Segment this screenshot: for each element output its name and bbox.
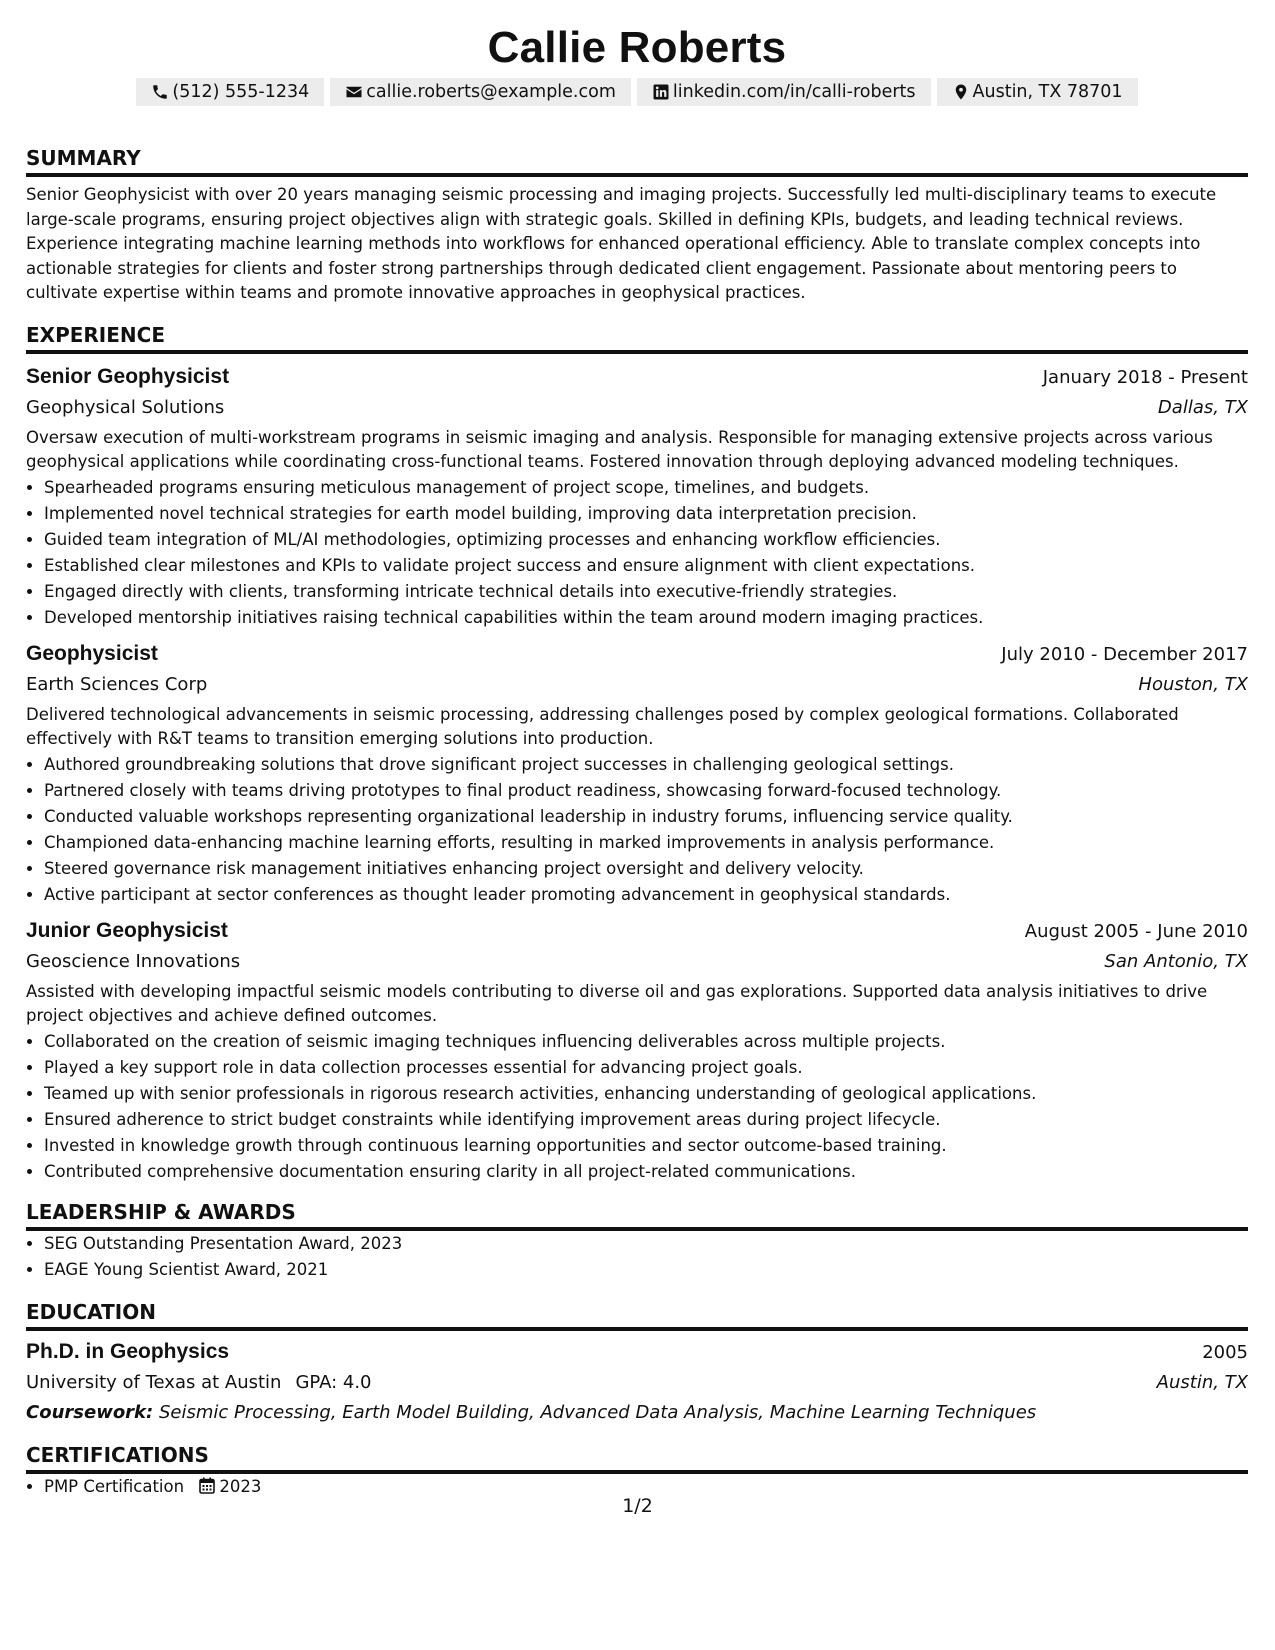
- phone-text: (512) 555-1234: [172, 82, 310, 102]
- list-item: • Spearheaded programs ensuring meticulous management of project scope, timelines, and budgets.: [44, 475, 1248, 501]
- email-chip[interactable]: [330, 78, 631, 106]
- education-heading: EDUCATION: [26, 1299, 1248, 1331]
- email-text: callie.roberts@example.com: [366, 82, 616, 102]
- coursework-list: Seismic Processing, Earth Model Building, Advanced Data Analysis, Machine Learning Techniques: [158, 1401, 1037, 1423]
- job-description: Delivered technological advancements in seismic processing, addressing challenges posed by complex geological formations. Collaborated effectively with R&T teams to transition emerging solutions into production.: [26, 704, 1179, 748]
- job-location: San Antonio, TX: [1104, 950, 1248, 972]
- summary-text: Senior Geophysicist with over 20 years managing seismic processing and imaging projects. Successfully led multi-disciplinary teams to execute large-scale programs, ensuring project objectives align with strategic goals. Skilled in defining KPIs, budgets, and leading technical reviews. Experience integrating machine learning methods into workflows for enhanced operational efficiency. Able to translate complex concepts into actionable strategies for clients and foster strong partnerships through dedicated client engagement. Passionate about mentoring peers to cultivate expertise within teams and promote innovative approaches in geophysical practices.: [26, 185, 1217, 302]
- list-item: • Played a key support role in data collection processes essential for advancing project goals.: [44, 1055, 1248, 1081]
- job-bullets: [26, 1029, 1248, 1185]
- list-item: • Teamed up with senior professionals in rigorous research activities, enhancing understanding of geological applications.: [44, 1081, 1248, 1107]
- list-item: • EAGE Young Scientist Award, 2021: [44, 1257, 1248, 1283]
- list-item: • Partnered closely with teams driving prototypes to final product readiness, showcasing forward-focused technology.: [44, 778, 1248, 804]
- job-role: Geophysicist: [26, 641, 158, 665]
- list-item: • Ensured adherence to strict budget constraints while identifying improvement areas during project lifecycle.: [44, 1107, 1248, 1133]
- job-entry: [26, 639, 1248, 908]
- school-location: Austin, TX: [1156, 1371, 1248, 1393]
- school-name: University of Texas at Austin: [26, 1371, 282, 1393]
- certification-name: PMP Certification: [44, 1476, 185, 1496]
- job-role: Senior Geophysicist: [26, 364, 230, 388]
- list-item: • Engaged directly with clients, transforming intricate technical details into executive-friendly strategies.: [44, 579, 1248, 605]
- job-company: Earth Sciences Corp: [26, 673, 208, 695]
- job-entry: [26, 362, 1248, 631]
- job-dates: August 2005 - June 2010: [1024, 920, 1248, 942]
- list-item: • Invested in knowledge growth through continuous learning opportunities and sector outcome-based training.: [44, 1133, 1248, 1159]
- list-item: • Active participant at sector conferences as thought leader promoting advancement in geophysical standards.: [44, 882, 1248, 908]
- school-line: [26, 1368, 372, 1398]
- list-item: • Conducted valuable workshops representing organizational leadership in industry forums, influencing service quality.: [44, 804, 1248, 830]
- page-number: 1/2: [622, 1495, 653, 1517]
- graduation-year: 2005: [1202, 1341, 1248, 1363]
- resume-page: [26, 0, 1248, 1500]
- list-item: • Developed mentorship initiatives raising technical capabilities within the team around modern imaging practices.: [44, 605, 1248, 631]
- phone-chip[interactable]: [136, 78, 324, 106]
- coursework: [26, 1398, 1248, 1428]
- location-text: Austin, TX 78701: [972, 82, 1123, 102]
- contact-bar: [26, 78, 1248, 106]
- job-entry: [26, 916, 1248, 1185]
- job-company: Geophysical Solutions: [26, 396, 225, 418]
- job-location: Dallas, TX: [1157, 396, 1248, 418]
- job-company: Geoscience Innovations: [26, 950, 241, 972]
- list-item: • Championed data-enhancing machine learning efforts, resulting in marked improvements in analysis performance.: [44, 830, 1248, 856]
- list-item: • Implemented novel technical strategies for earth model building, improving data interpretation precision.: [44, 501, 1248, 527]
- list-item: • Guided team integration of ML/AI methodologies, optimizing processes and enhancing workflow efficiencies.: [44, 527, 1248, 553]
- certifications-heading: CERTIFICATIONS: [26, 1442, 1248, 1474]
- awards-heading: LEADERSHIP & AWARDS: [26, 1199, 1248, 1231]
- linkedin-chip[interactable]: [637, 78, 931, 106]
- list-item: • Contributed comprehensive documentation ensuring clarity in all project-related communications.: [44, 1159, 1248, 1185]
- certification-year: 2023: [219, 1476, 262, 1496]
- job-description: Assisted with developing impactful seismic models contributing to diverse oil and gas explorations. Supported data analysis initiatives to drive project objectives and achieve defined outcomes.: [26, 981, 1208, 1025]
- email-icon: [345, 83, 363, 101]
- map-pin-icon: [952, 83, 970, 101]
- phone-icon: [151, 83, 169, 101]
- job-dates: January 2018 - Present: [1042, 366, 1248, 388]
- job-role: Junior Geophysicist: [26, 918, 228, 942]
- linkedin-icon: [652, 83, 670, 101]
- summary-heading: SUMMARY: [26, 145, 1248, 177]
- location-chip: [937, 78, 1138, 106]
- linkedin-text: linkedin.com/in/calli-roberts: [672, 82, 916, 102]
- gpa: GPA: 4.0: [295, 1371, 372, 1393]
- job-dates: July 2010 - December 2017: [1001, 643, 1248, 665]
- calendar-icon: [199, 1477, 215, 1494]
- candidate-name: Callie Roberts: [487, 23, 787, 72]
- awards-list: [26, 1231, 1248, 1283]
- list-item: • SEG Outstanding Presentation Award, 2023: [44, 1231, 1248, 1257]
- degree: Ph.D. in Geophysics: [26, 1339, 230, 1363]
- job-bullets: [26, 475, 1248, 631]
- job-description: Oversaw execution of multi-workstream programs in seismic imaging and analysis. Responsible for managing extensive projects across various geophysical applications while coordinating cross-functional teams. Fostered innovation through deploying advanced modeling techniques.: [26, 427, 1213, 471]
- job-bullets: [26, 752, 1248, 908]
- list-item: • Authored groundbreaking solutions that drove significant project successes in challenging geological settings.: [44, 752, 1248, 778]
- coursework-label: Coursework:: [26, 1401, 154, 1423]
- list-item: • Established clear milestones and KPIs to validate project success and ensure alignment with client expectations.: [44, 553, 1248, 579]
- experience-heading: EXPERIENCE: [26, 322, 1248, 354]
- list-item: • Steered governance risk management initiatives enhancing project oversight and delivery velocity.: [44, 856, 1248, 882]
- list-item: • Collaborated on the creation of seismic imaging techniques influencing deliverables across multiple projects.: [44, 1029, 1248, 1055]
- education-entry: [26, 1337, 1248, 1428]
- job-location: Houston, TX: [1138, 673, 1248, 695]
